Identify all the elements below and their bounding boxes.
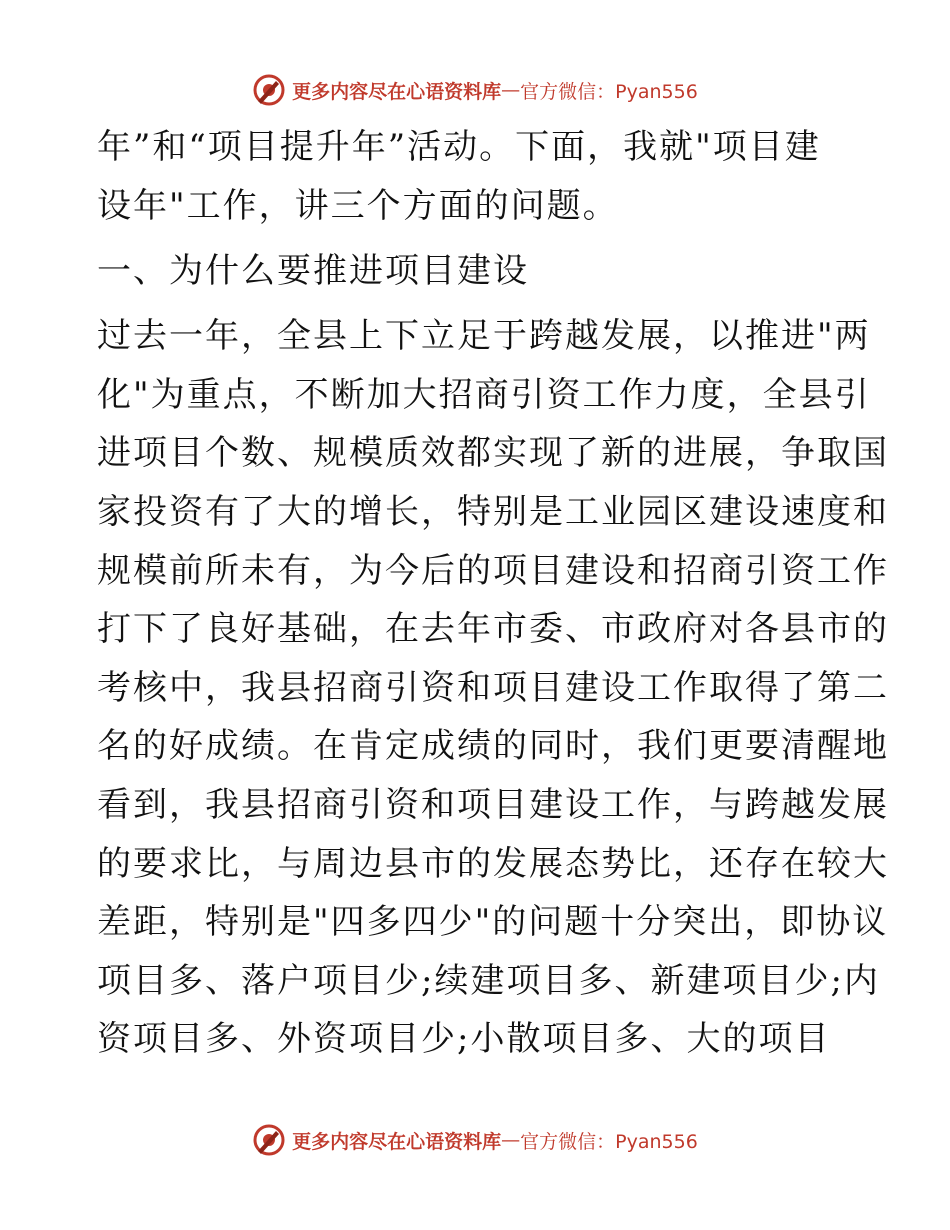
paragraph-continuation [97, 118, 857, 235]
text-line: 打下了良好基础，在去年市委、市政府对各县市的 [97, 609, 889, 650]
text-line: 看到，我县招商引资和项目建设工作，与跨越发展 [97, 784, 889, 825]
header-banner [0, 70, 950, 110]
footer-banner [0, 1120, 950, 1160]
logo-icon [252, 1123, 286, 1157]
text-line: 项目多、落户项目少;续建项目多、新建项目少;内 [97, 960, 880, 1001]
section-heading: 一、为什么要推进项目建设 [97, 251, 529, 292]
text-line: 进项目个数、规模质效都实现了新的进展，争取国 [97, 433, 889, 474]
text-line: 差距，特别是"四多四少"的问题十分突出，即协议 [97, 902, 889, 943]
text-line: 考核中，我县招商引资和项目建设工作取得了第二 [97, 667, 889, 708]
text-line: 过去一年，全县上下立足于跨越发展，以推进"两 [97, 316, 871, 357]
text-line: 的要求比，与周边县市的发展态势比，还存在较大 [97, 843, 889, 884]
banner-wechat-text: 官方微信：Pyan556 [520, 80, 698, 103]
text-line: 化"为重点，不断加大招商引资工作力度，全县引 [97, 374, 871, 415]
text-line: 家投资有了大的增长，特别是工业园区建设速度和 [97, 491, 889, 532]
banner-wechat-text: 官方微信：Pyan556 [520, 1130, 698, 1153]
paragraph-main [97, 307, 889, 1069]
text-line: 年”和“项目提升年”活动。下面，我就"项目建 [97, 127, 821, 167]
text-line: 规模前所未有，为今后的项目建设和招商引资工作 [97, 550, 889, 591]
document-body [97, 118, 889, 1069]
banner-main-text: 更多内容尽在心语资料库 [292, 1130, 502, 1153]
banner-main-text: 更多内容尽在心语资料库 [292, 80, 502, 103]
text-line: 名的好成绩。在肯定成绩的同时，我们更要清醒地 [97, 726, 889, 767]
logo-icon [252, 73, 286, 107]
banner-separator: — [501, 1129, 521, 1151]
text-line: 设年"工作，讲三个方面的问题。 [97, 185, 619, 226]
banner-separator: — [501, 79, 521, 101]
text-line: 资项目多、外资项目少;小散项目多、大的项目 [97, 1019, 831, 1060]
